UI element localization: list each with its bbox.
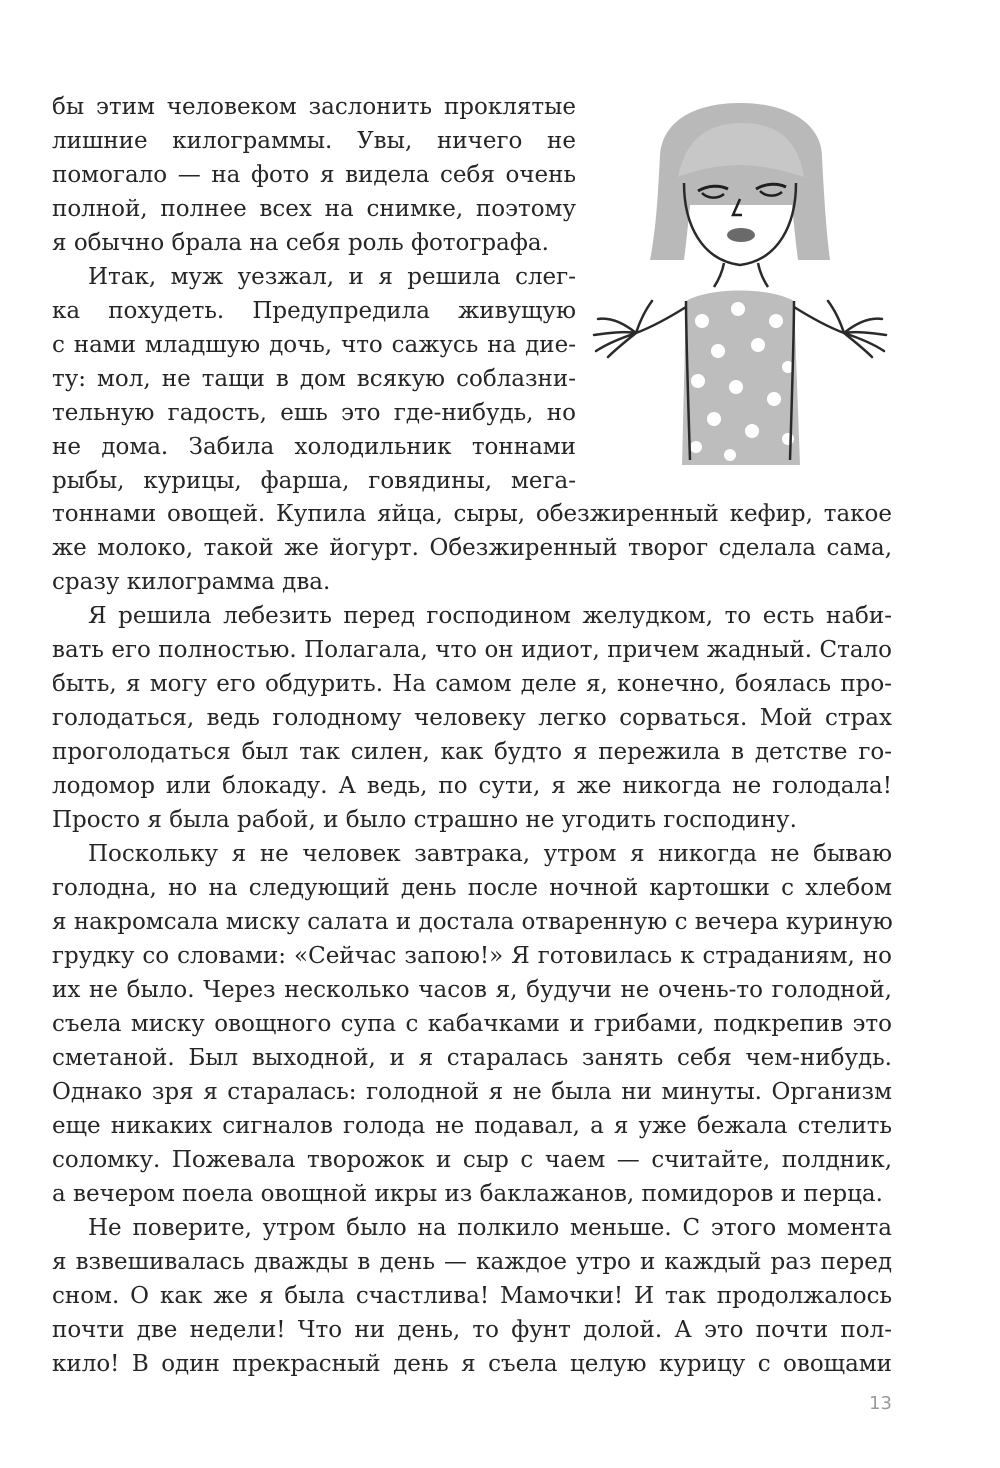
- text-line: Итак, муж уезжал, и я решила слег-: [88, 264, 576, 290]
- text-line: бы этим человеком заслонить проклятые: [52, 94, 576, 120]
- text-line: а вечером поела овощной икры из баклажанов, помидоров и перца.: [52, 1181, 883, 1207]
- text-line: их не было. Через несколько часов я, будучи не очень-то голодной,: [52, 977, 892, 1003]
- text-line: почти две недели! Что ни день, то фунт долой. А это почти пол-: [52, 1317, 892, 1343]
- text-line: не дома. Забила холодильник тоннами: [52, 434, 576, 460]
- text-line: тельную гадость, ешь это где-нибудь, но: [52, 400, 576, 426]
- text-line: быть, я могу его обдурить. На самом деле я, конечно, боялась про-: [52, 671, 892, 697]
- text-line: тоннами овощей. Купила яйца, сыры, обезжиренный кефир, такое: [52, 501, 892, 527]
- text-line: рыбы, курицы, фарша, говядины, мега-: [52, 468, 576, 494]
- text-line: Я решила лебезить перед господином желудком, то есть наби-: [88, 603, 892, 629]
- text-line: я накромсала миску салата и достала отваренную с вечера куриную: [52, 909, 893, 935]
- text-line: Не поверите, утром было на полкило меньше. С этого момента: [88, 1215, 892, 1241]
- text-line: Просто я была рабой, и было страшно не угодить господину.: [52, 807, 797, 833]
- text-line: кило! В один прекрасный день я съела целую курицу с овощами: [52, 1351, 892, 1377]
- text-line: голодна, но на следующий день после ночной картошки с хлебом: [52, 875, 892, 901]
- text-line: лишние килограммы. Увы, ничего не: [52, 128, 576, 154]
- text-line: голодаться, ведь голодному человеку легко сорваться. Мой страх: [52, 705, 892, 731]
- text-line: ту: мол, не тащи в дом всякую соблазни-: [52, 366, 576, 392]
- text-line: Однако зря я старалась: голодной я не была ни минуты. Организм: [52, 1079, 892, 1105]
- text-line: я обычно брала на себя роль фотографа.: [52, 230, 549, 256]
- text-line: помогало — на фото я видела себя очень: [52, 162, 576, 188]
- text-line: с нами младшую дочь, что сажусь на дие-: [52, 332, 576, 358]
- text-line: я взвешивалась дважды в день — каждое утро и каждый раз перед: [52, 1249, 892, 1275]
- text-line: соломку. Пожевала творожок и сыр с чаем — считайте, полдник,: [52, 1147, 892, 1173]
- woman-shrugging-illustration: [590, 95, 890, 470]
- text-line: съела миску овощного супа с кабачками и грибами, подкрепив это: [52, 1011, 892, 1037]
- text-line: ка похудеть. Предупредила живущую: [52, 298, 576, 324]
- text-line: проголодаться был так силен, как будто я пережила в детстве го-: [52, 739, 892, 765]
- text-line: сметаной. Был выходной, и я старалась занять себя чем-нибудь.: [52, 1045, 892, 1071]
- text-line: еще никаких сигналов голода не подавал, а я уже бежала стелить: [52, 1113, 892, 1139]
- text-line: Поскольку я не человек завтрака, утром я никогда не бываю: [88, 841, 892, 867]
- text-line: сном. О как же я была счастлива! Мамочки! И так продолжалось: [52, 1283, 892, 1309]
- page-number: 13: [869, 1393, 892, 1414]
- text-line: же молоко, такой же йогурт. Обезжиренный творог сделала сама,: [52, 535, 892, 561]
- text-line: вать его полностью. Полагала, что он идиот, причем жадный. Стало: [52, 637, 892, 663]
- text-line: лодомор или блокаду. А ведь, по сути, я же никогда не голодала!: [52, 773, 892, 799]
- text-line: полной, полнее всех на снимке, поэтому: [52, 196, 576, 222]
- text-line: грудку со словами: «Сейчас запою!» Я готовилась к страданиям, но: [52, 943, 892, 969]
- text-line: сразу килограмма два.: [52, 569, 331, 595]
